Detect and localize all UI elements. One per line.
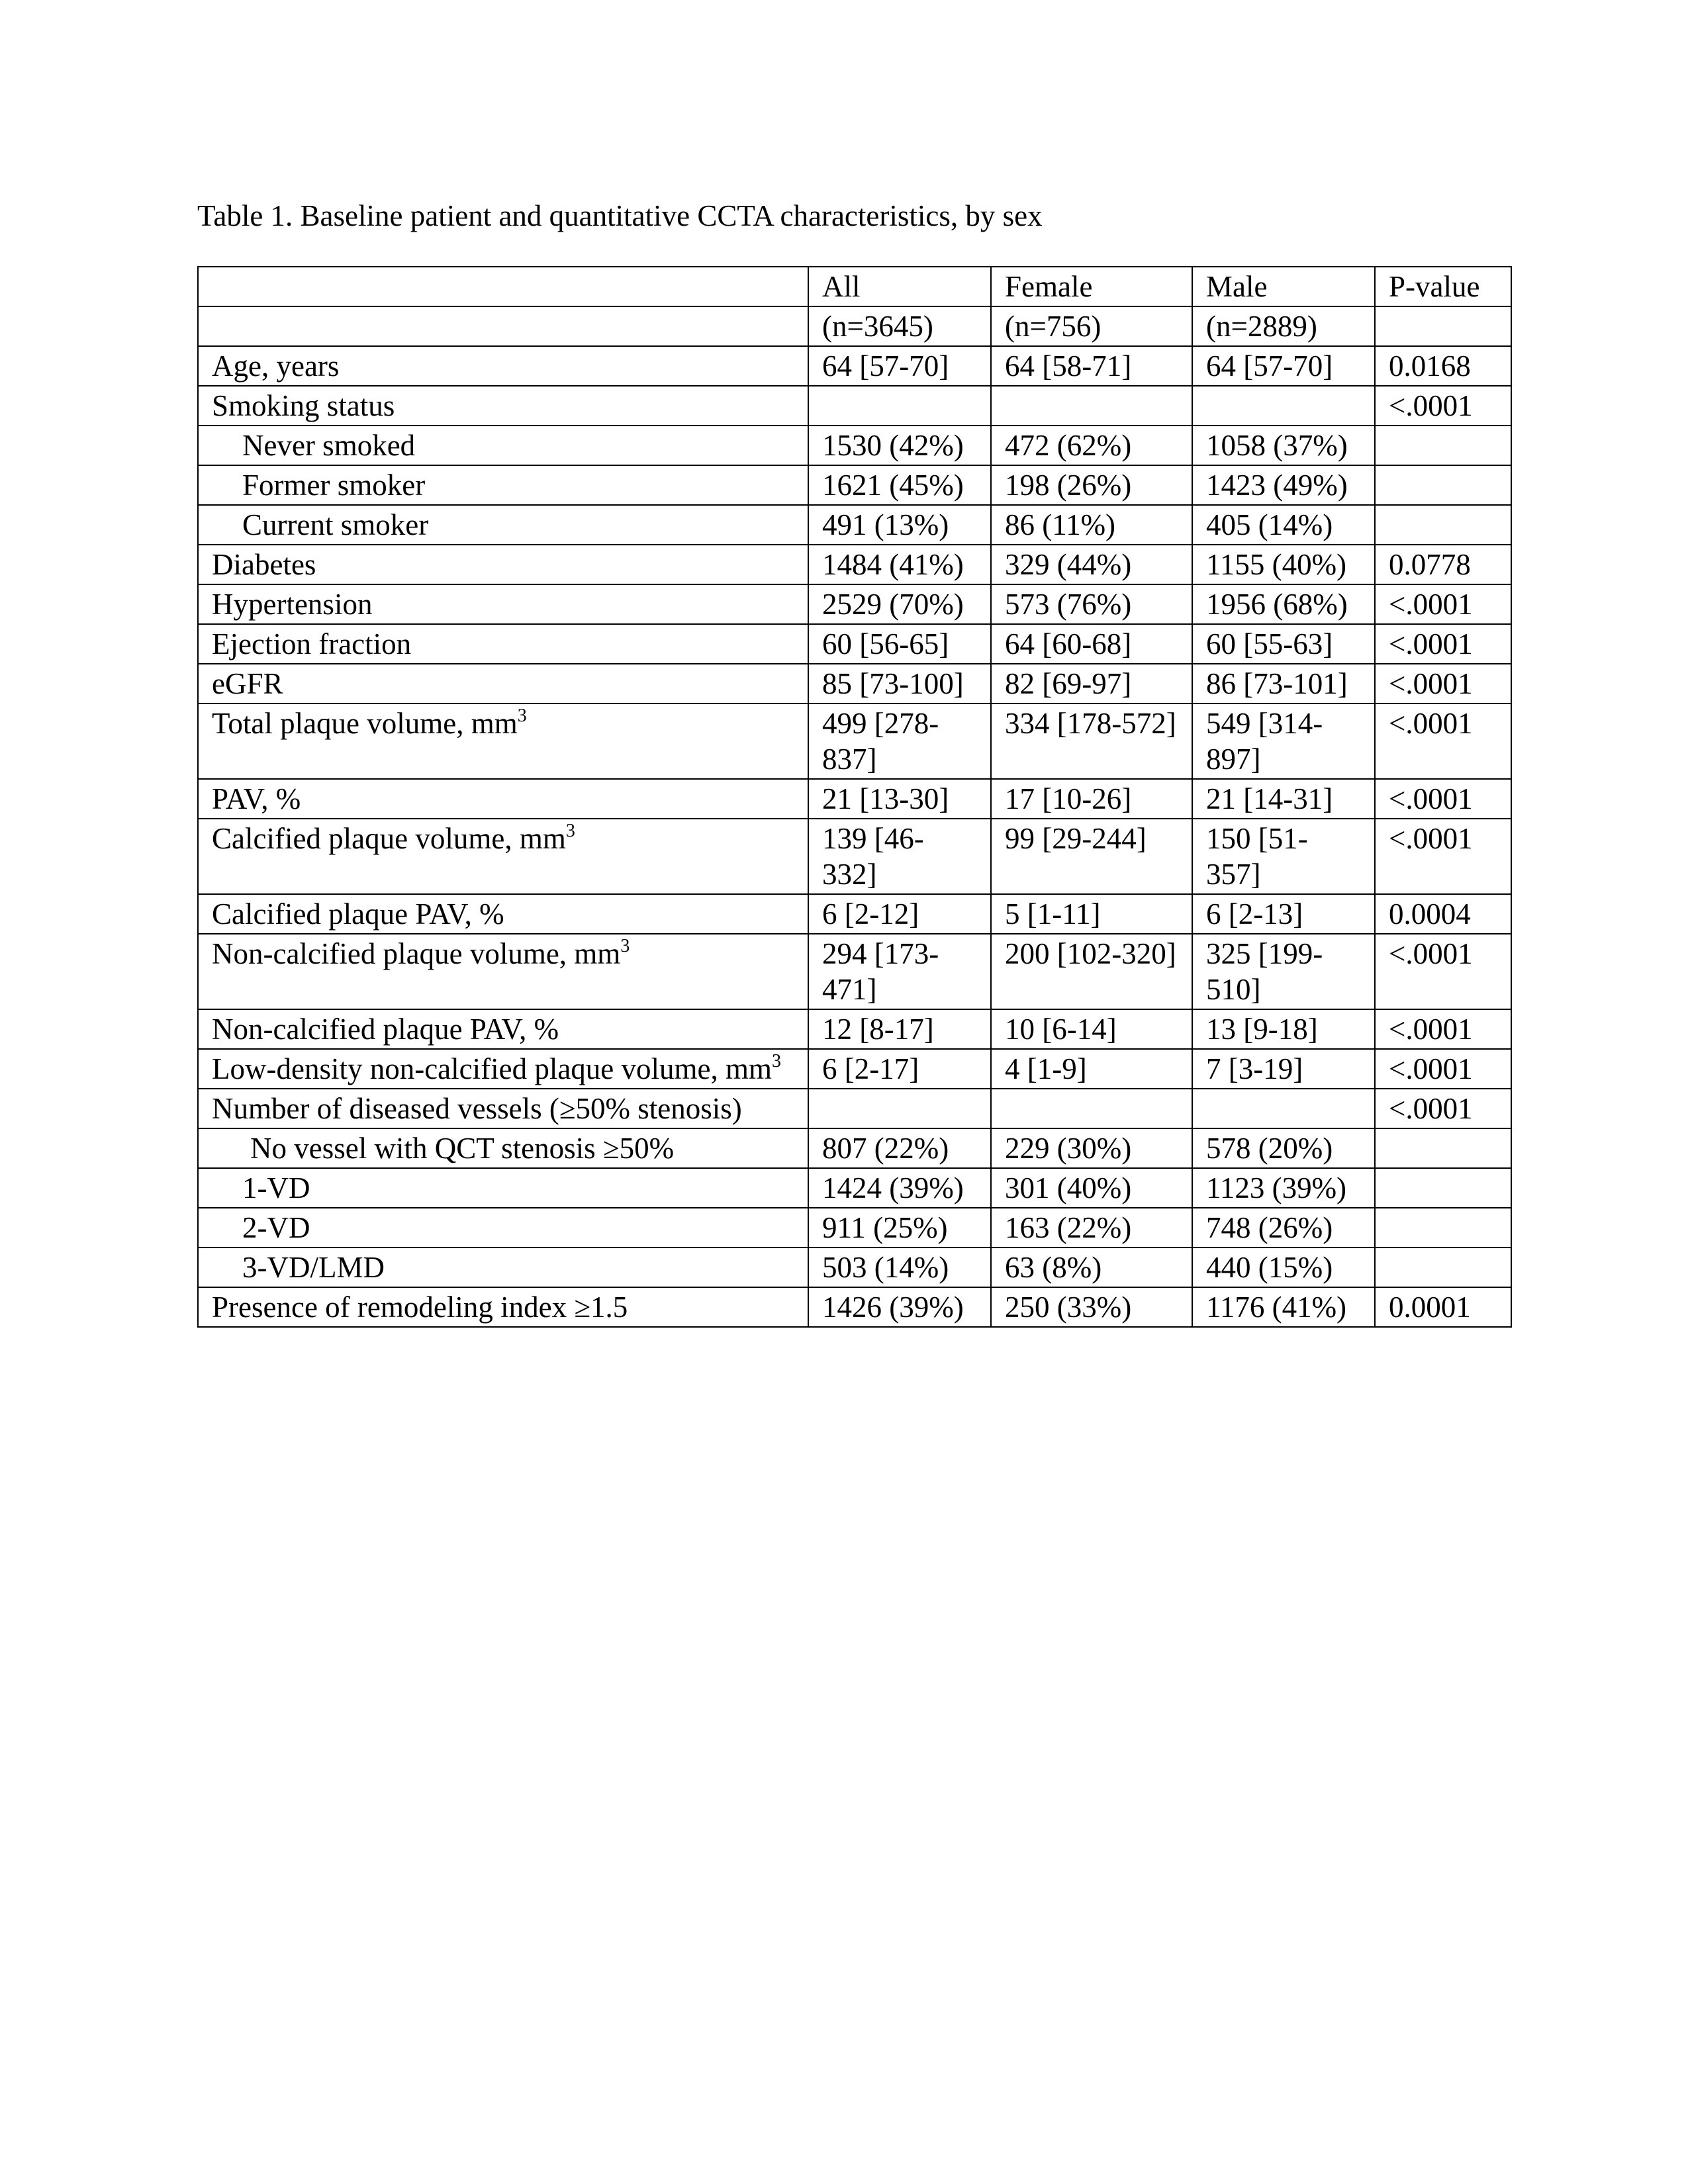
row-label <box>198 505 808 545</box>
count-cell-p-value <box>1375 306 1511 346</box>
row-label-text: 3-VD/LMD <box>242 1251 385 1284</box>
cell-all <box>808 1089 991 1128</box>
cell-male: 150 [51-357] <box>1192 819 1375 894</box>
cell-female: 301 (40%) <box>991 1168 1192 1208</box>
cell-male: 549 [314-897] <box>1192 704 1375 779</box>
count-cell-all: (n=3645) <box>808 306 991 346</box>
table-row <box>198 584 1511 624</box>
cell-p-value: 0.0778 <box>1375 545 1511 584</box>
cell-female: 334 [178-572] <box>991 704 1192 779</box>
row-label <box>198 1128 808 1168</box>
cell-male: 578 (20%) <box>1192 1128 1375 1168</box>
row-label-text: eGFR <box>212 667 283 700</box>
row-label-text: Low-density non-calcified plaque volume, mm <box>212 1052 773 1085</box>
cell-female: 329 (44%) <box>991 545 1192 584</box>
cell-all: 60 [56-65] <box>808 624 991 664</box>
characteristics-table <box>197 266 1512 1328</box>
cell-all: 807 (22%) <box>808 1128 991 1168</box>
cell-p-value: <.0001 <box>1375 819 1511 894</box>
table-row <box>198 1208 1511 1248</box>
cell-female: 63 (8%) <box>991 1248 1192 1287</box>
row-label <box>198 934 808 1009</box>
cell-p-value <box>1375 426 1511 465</box>
row-label-text: Calcified plaque PAV, % <box>212 897 504 931</box>
row-label <box>198 346 808 386</box>
cell-all: 491 (13%) <box>808 505 991 545</box>
cell-all: 12 [8-17] <box>808 1009 991 1049</box>
table-row <box>198 505 1511 545</box>
header-row <box>198 267 1511 306</box>
cell-p-value: <.0001 <box>1375 664 1511 704</box>
cell-male: 440 (15%) <box>1192 1248 1375 1287</box>
table-row <box>198 624 1511 664</box>
header-cell-p-value: P-value <box>1375 267 1511 306</box>
cell-male: 405 (14%) <box>1192 505 1375 545</box>
row-label <box>198 1208 808 1248</box>
count-cell-female: (n=756) <box>991 306 1192 346</box>
row-label <box>198 545 808 584</box>
row-label-text: Total plaque volume, mm <box>212 707 518 740</box>
unit-superscript: 3 <box>517 705 527 726</box>
table-row <box>198 465 1511 505</box>
row-label-text: Never smoked <box>242 429 416 462</box>
cell-all: 139 [46-332] <box>808 819 991 894</box>
cell-male: 13 [9-18] <box>1192 1009 1375 1049</box>
cell-female: 573 (76%) <box>991 584 1192 624</box>
cell-female: 4 [1-9] <box>991 1049 1192 1089</box>
table-row <box>198 386 1511 426</box>
header-cell-male: Male <box>1192 267 1375 306</box>
cell-all: 1484 (41%) <box>808 545 991 584</box>
cell-female: 198 (26%) <box>991 465 1192 505</box>
cell-p-value: <.0001 <box>1375 386 1511 426</box>
row-label <box>198 1049 808 1089</box>
cell-female: 229 (30%) <box>991 1128 1192 1168</box>
row-label-text: No vessel with QCT stenosis ≥50% <box>250 1132 675 1165</box>
table-row <box>198 346 1511 386</box>
row-label <box>198 584 808 624</box>
cell-p-value: <.0001 <box>1375 779 1511 819</box>
row-label-text: Smoking status <box>212 389 395 422</box>
unit-superscript: 3 <box>620 936 630 956</box>
cell-male: 60 [55-63] <box>1192 624 1375 664</box>
cell-female: 64 [60-68] <box>991 624 1192 664</box>
table-row <box>198 1287 1511 1327</box>
cell-p-value: <.0001 <box>1375 1009 1511 1049</box>
cell-all: 499 [278-837] <box>808 704 991 779</box>
cell-p-value: <.0001 <box>1375 584 1511 624</box>
cell-male: 21 [14-31] <box>1192 779 1375 819</box>
cell-female: 99 [29-244] <box>991 819 1192 894</box>
cell-female <box>991 1089 1192 1128</box>
row-label-text: Former smoker <box>242 469 426 502</box>
cell-p-value: 0.0001 <box>1375 1287 1511 1327</box>
row-label <box>198 1089 808 1128</box>
row-label-text: Age, years <box>212 349 340 383</box>
count-row <box>198 306 1511 346</box>
cell-p-value: 0.0168 <box>1375 346 1511 386</box>
table-row <box>198 1248 1511 1287</box>
cell-male: 1155 (40%) <box>1192 545 1375 584</box>
cell-all: 64 [57-70] <box>808 346 991 386</box>
header-cell-label <box>198 267 808 306</box>
header-cell-all: All <box>808 267 991 306</box>
cell-male: 1956 (68%) <box>1192 584 1375 624</box>
cell-male: 1423 (49%) <box>1192 465 1375 505</box>
row-label <box>198 386 808 426</box>
row-label-text: Calcified plaque volume, mm <box>212 822 566 855</box>
cell-all: 1424 (39%) <box>808 1168 991 1208</box>
row-label <box>198 779 808 819</box>
cell-male: 1058 (37%) <box>1192 426 1375 465</box>
row-label <box>198 465 808 505</box>
cell-male <box>1192 1089 1375 1128</box>
cell-p-value: <.0001 <box>1375 624 1511 664</box>
cell-male: 7 [3-19] <box>1192 1049 1375 1089</box>
row-label-text: 2-VD <box>242 1211 310 1244</box>
cell-p-value <box>1375 1208 1511 1248</box>
cell-all: 85 [73-100] <box>808 664 991 704</box>
cell-male: 748 (26%) <box>1192 1208 1375 1248</box>
cell-all: 503 (14%) <box>808 1248 991 1287</box>
cell-male: 6 [2-13] <box>1192 894 1375 934</box>
row-label <box>198 1248 808 1287</box>
cell-female: 86 (11%) <box>991 505 1192 545</box>
unit-superscript: 3 <box>772 1051 782 1071</box>
cell-all: 21 [13-30] <box>808 779 991 819</box>
table-row <box>198 1049 1511 1089</box>
row-label <box>198 894 808 934</box>
cell-female: 250 (33%) <box>991 1287 1192 1327</box>
cell-p-value: 0.0004 <box>1375 894 1511 934</box>
table-row <box>198 1009 1511 1049</box>
cell-female: 200 [102-320] <box>991 934 1192 1009</box>
unit-superscript: 3 <box>565 821 575 841</box>
cell-all: 1530 (42%) <box>808 426 991 465</box>
cell-all: 294 [173-471] <box>808 934 991 1009</box>
row-label-text: Non-calcified plaque volume, mm <box>212 937 621 970</box>
header-cell-female: Female <box>991 267 1192 306</box>
row-label-text: Hypertension <box>212 588 373 621</box>
table-row <box>198 894 1511 934</box>
cell-male <box>1192 386 1375 426</box>
cell-all: 6 [2-12] <box>808 894 991 934</box>
row-label-text: Ejection fraction <box>212 627 412 660</box>
table-row <box>198 1128 1511 1168</box>
cell-female: 10 [6-14] <box>991 1009 1192 1049</box>
row-label-text: 1-VD <box>242 1171 310 1205</box>
row-label <box>198 1287 808 1327</box>
table-row <box>198 426 1511 465</box>
row-label-text: Diabetes <box>212 548 316 581</box>
cell-p-value <box>1375 1168 1511 1208</box>
row-label-text: Current smoker <box>242 508 429 541</box>
cell-all: 1621 (45%) <box>808 465 991 505</box>
cell-female: 82 [69-97] <box>991 664 1192 704</box>
row-label-text: Number of diseased vessels (≥50% stenosis) <box>212 1092 742 1125</box>
cell-all: 2529 (70%) <box>808 584 991 624</box>
row-label <box>198 426 808 465</box>
cell-female: 64 [58-71] <box>991 346 1192 386</box>
row-label <box>198 664 808 704</box>
cell-all: 6 [2-17] <box>808 1049 991 1089</box>
cell-p-value <box>1375 1128 1511 1168</box>
cell-female: 163 (22%) <box>991 1208 1192 1248</box>
table-row <box>198 545 1511 584</box>
row-label <box>198 1168 808 1208</box>
cell-all: 911 (25%) <box>808 1208 991 1248</box>
cell-p-value: <.0001 <box>1375 1049 1511 1089</box>
table-caption: Table 1. Baseline patient and quantitative CCTA characteristics, by sex <box>197 199 1043 232</box>
cell-male: 64 [57-70] <box>1192 346 1375 386</box>
count-cell-male: (n=2889) <box>1192 306 1375 346</box>
cell-p-value: <.0001 <box>1375 704 1511 779</box>
cell-p-value <box>1375 465 1511 505</box>
cell-p-value: <.0001 <box>1375 1089 1511 1128</box>
cell-all: 1426 (39%) <box>808 1287 991 1327</box>
cell-female: 17 [10-26] <box>991 779 1192 819</box>
table-row <box>198 1089 1511 1128</box>
cell-male: 1123 (39%) <box>1192 1168 1375 1208</box>
count-cell-label <box>198 306 808 346</box>
table-row <box>198 1168 1511 1208</box>
cell-male: 325 [199-510] <box>1192 934 1375 1009</box>
table-row <box>198 664 1511 704</box>
table-row <box>198 819 1511 894</box>
table-row <box>198 934 1511 1009</box>
row-label <box>198 819 808 894</box>
cell-p-value: <.0001 <box>1375 934 1511 1009</box>
cell-p-value <box>1375 1248 1511 1287</box>
row-label <box>198 624 808 664</box>
cell-p-value <box>1375 505 1511 545</box>
row-label-text: Non-calcified plaque PAV, % <box>212 1013 559 1046</box>
cell-female <box>991 386 1192 426</box>
cell-male: 86 [73-101] <box>1192 664 1375 704</box>
cell-female: 5 [1-11] <box>991 894 1192 934</box>
row-label-text: PAV, % <box>212 782 301 815</box>
cell-male: 1176 (41%) <box>1192 1287 1375 1327</box>
row-label <box>198 704 808 779</box>
cell-all <box>808 386 991 426</box>
cell-female: 472 (62%) <box>991 426 1192 465</box>
table-row <box>198 779 1511 819</box>
table-row <box>198 704 1511 779</box>
row-label <box>198 1009 808 1049</box>
row-label-text: Presence of remodeling index ≥1.5 <box>212 1291 628 1324</box>
